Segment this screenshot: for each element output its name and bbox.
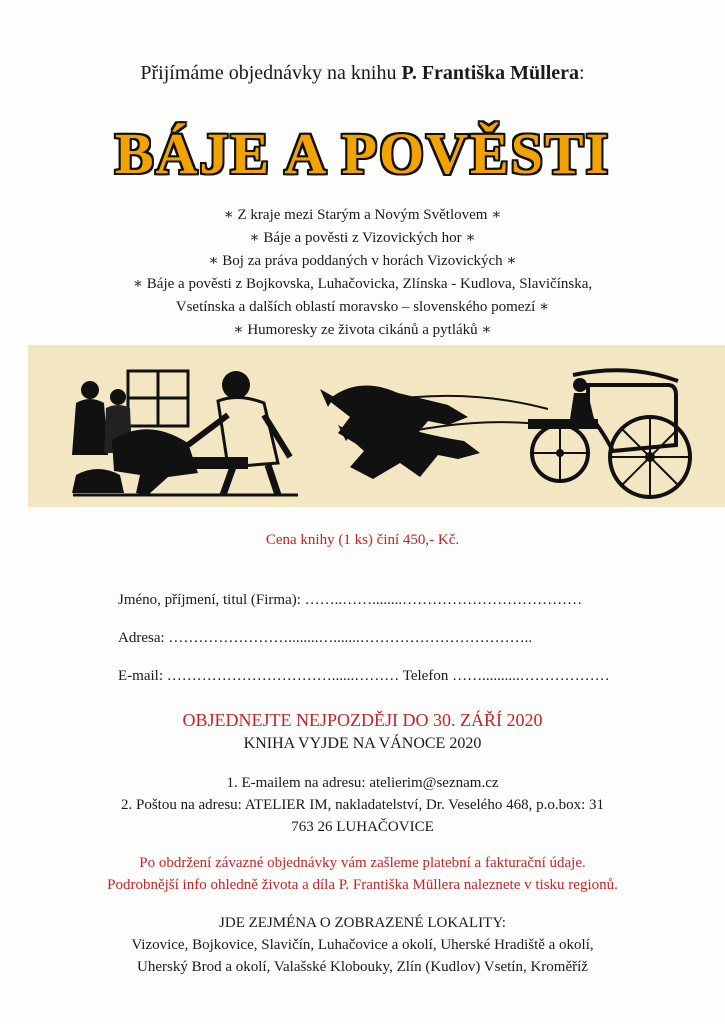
contents-item: Vsetínska a dalších oblastí moravsko – slovenského pomezí ∗: [175, 299, 550, 315]
order-method-email: 1. E-mailem na adresu: atelierim@seznam.cz: [226, 775, 499, 791]
contents-item: ∗ Báje a pověsti z Vizovických hor ∗: [249, 230, 476, 246]
illustration-banner: [28, 345, 725, 507]
contents-item: ∗ Boj za práva poddaných v horách Vizovických ∗: [208, 253, 517, 269]
note-line: Podrobnější info ohledně života a díla P. Františka Müllera naleznete v tisku regionů.: [107, 877, 618, 893]
order-method-post-city: 763 26 LUHAČOVICE: [291, 819, 434, 835]
localities-line: Uherský Brod a okolí, Valašské Klobouky, Zlín (Kudlov) Vsetín, Kroměříž: [137, 959, 588, 975]
phone-dots: ……..........………………: [452, 668, 610, 684]
blacksmith-woodcut-icon: [70, 367, 300, 495]
release-text: KNIHA VYJDE NA VÁNOCE 2020: [243, 735, 482, 752]
contents-item: ∗ Humoresky ze života cikánů a pytláků ∗: [233, 322, 492, 338]
horse-carriage-woodcut-icon: [320, 370, 690, 497]
order-methods: [0, 772, 725, 838]
localities: [0, 912, 725, 978]
order-method-post: 2. Poštou na adresu: ATELIER IM, nakladatelství, Dr. Veselého 468, p.o.box: 31: [121, 797, 604, 813]
note-text: [0, 852, 725, 896]
name-field[interactable]: [118, 592, 582, 609]
price-text: Cena knihy (1 ks) činí 450,- Kč.: [265, 532, 460, 548]
address-label: Adresa:: [118, 630, 165, 646]
intro-line: [0, 62, 725, 85]
intro-prefix: Přijímáme objednávky na knihu: [140, 62, 402, 84]
contact-field[interactable]: [118, 668, 610, 685]
email-label: E-mail:: [118, 668, 163, 684]
intro-suffix: :: [579, 62, 585, 84]
email-dots: ……………………………......………: [166, 668, 400, 684]
contents-item: ∗ Báje a pověsti z Bojkovska, Luhačovicka, Zlínska - Kudlova, Slavičínska,: [132, 276, 593, 292]
contents-list: [0, 204, 725, 342]
deadline-text: OBJEDNEJTE NEJPOZDĚJI DO 30. ZÁŘÍ 2020: [182, 710, 543, 730]
name-dots: ……..……........………………………………: [304, 592, 583, 608]
note-line: Po obdržení závazné objednávky vám zašleme platební a fakturační údaje.: [139, 855, 586, 871]
name-label: Jméno, příjmení, titul (Firma):: [118, 592, 301, 608]
address-field[interactable]: [118, 630, 532, 647]
contents-item: ∗ Z kraje mezi Starým a Novým Světlovem ∗: [223, 207, 502, 223]
localities-line: Vizovice, Bojkovice, Slavičín, Luhačovice a okolí, Uherské Hradiště a okolí,: [131, 937, 594, 953]
localities-heading: JDE ZEJMÉNA O ZOBRAZENÉ LOKALITY:: [219, 915, 506, 931]
address-dots: ……………………........….......……………………………..: [168, 630, 533, 646]
phone-label: Telefon: [402, 668, 449, 684]
author-name: P. Františka Müllera: [401, 62, 580, 84]
book-title: BÁJE A POVĚSTI: [114, 121, 611, 186]
